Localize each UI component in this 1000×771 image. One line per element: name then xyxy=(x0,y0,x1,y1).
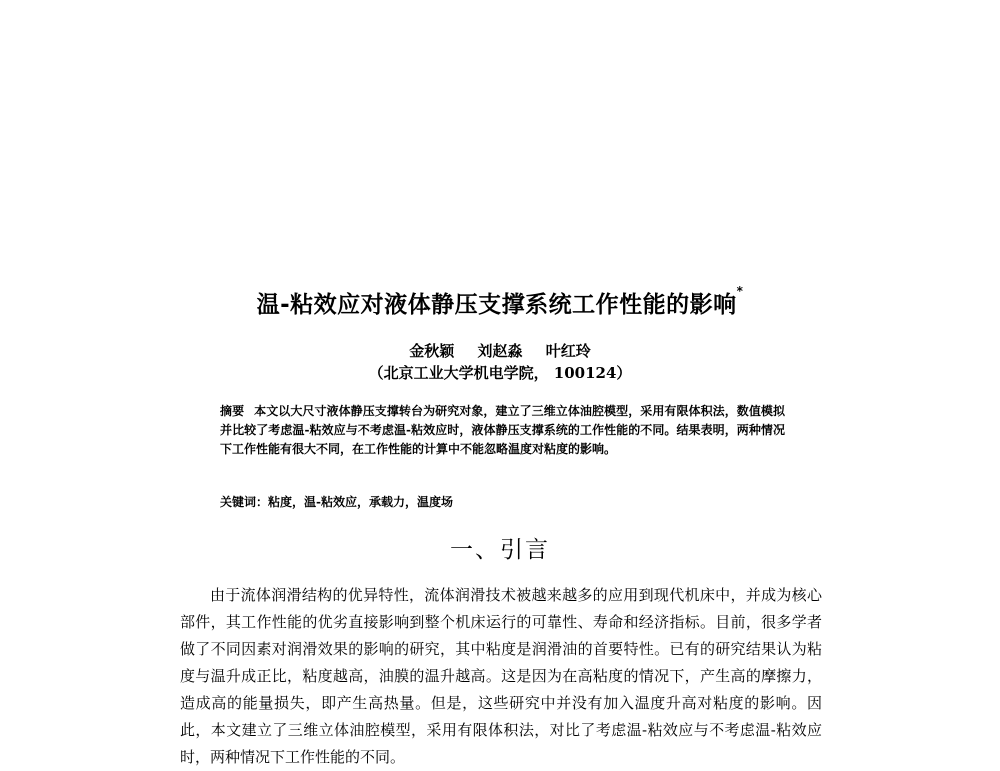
keywords-label: 关键词： xyxy=(220,495,269,509)
paper-affiliation: （北京工业大学机电学院， 100124） xyxy=(368,364,632,382)
abstract-text: 本文以大尺寸液体静压支撑转台为研究对象，建立了三维立体油腔模型，采用有限体积法，数值模拟并比较了考虑温-粘效应与不考虑温-粘效应时，液体静压支撑系统的工作性能的不同。结果表明，两种情况下工作性能有很大不同，在工作性能的计算中不能忽略温度对粘度的影响。 xyxy=(220,404,785,456)
paper-title xyxy=(0,286,1000,319)
keywords xyxy=(220,493,785,510)
paper-title-text: 温-粘效应对液体静压支撑系统工作性能的影响 xyxy=(256,292,737,318)
title-footnote-mark: * xyxy=(736,284,744,298)
paper-authors: 金秋颖 刘赵淼 叶红玲 xyxy=(409,342,591,360)
keywords-text: 粘度，温-粘效应，承载力，温度场 xyxy=(268,495,453,509)
section-heading-introduction: 一、引言 xyxy=(450,537,550,563)
abstract xyxy=(220,402,785,459)
body-paragraph: 由于流体润滑结构的优异特性，流体润滑技术被越来越多的应用到现代机床中，并成为核心部件，其工作性能的优劣直接影响到整个机床运行的可靠性、寿命和经济指标。目前，很多学者做了不同因素对润滑效果的影响的研究，其中粘度是润滑油的首要特性。已有的研究结果认为粘度与温升成正比，粘度越高，油膜的温升越高。这是因为在高粘度的情况下，产生高的摩擦力，造成高的能量损失，即产生高热量。但是，这些研究中并没有加入温度升高对粘度的影响。因此，本文建立了三维立体油腔模型，采用有限体积法，对比了考虑温-粘效应与不考虑温-粘效应时，两种情况下工作性能的不同。 xyxy=(180,586,822,766)
abstract-label: 摘要 xyxy=(220,404,245,418)
